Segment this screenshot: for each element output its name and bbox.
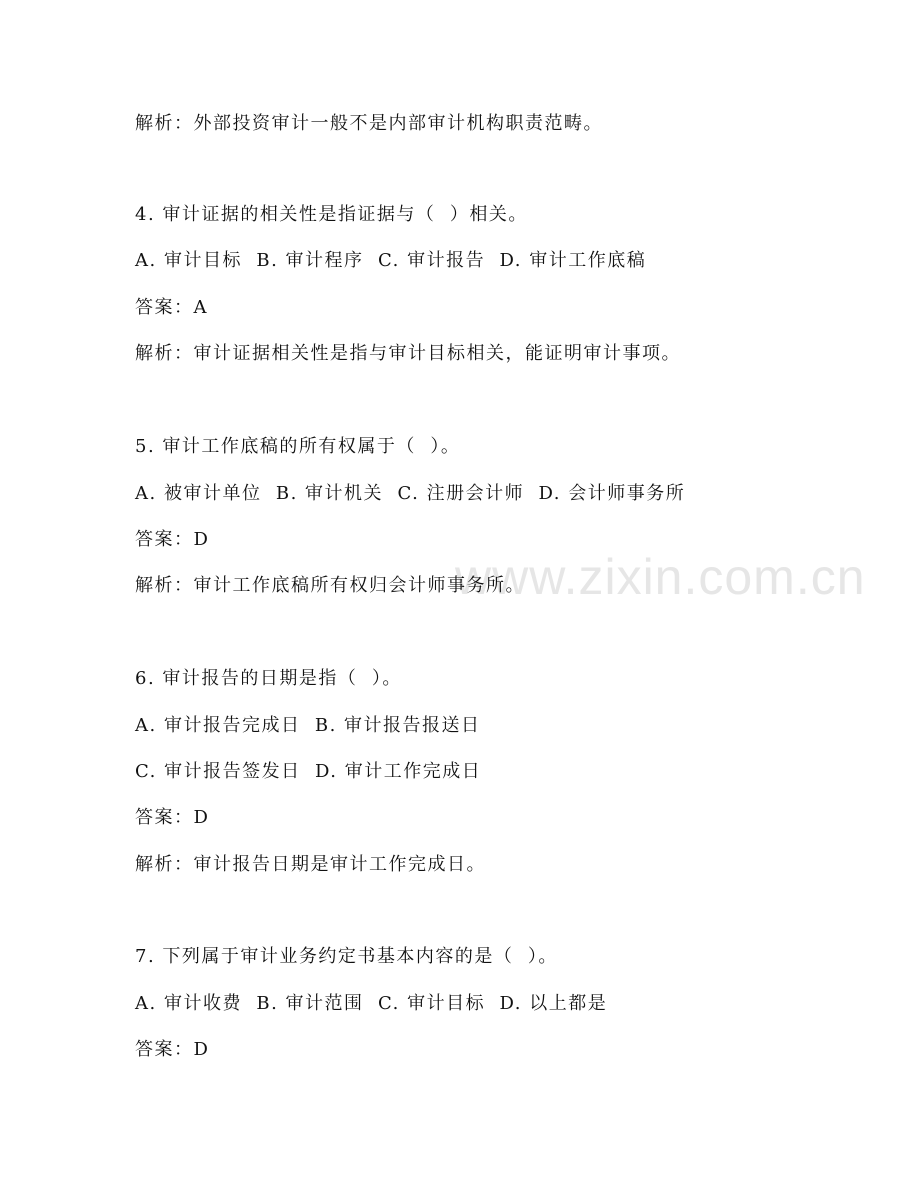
question-4: 4. 审计证据的相关性是指证据与（ ）相关。 <box>135 204 528 225</box>
explanation-q5: 解析：审计工作底稿所有权归会计师事务所。 <box>135 575 525 596</box>
options-q6-cd: C. 审计报告签发日 D. 审计工作完成日 <box>135 761 482 782</box>
answer-q4: 答案：A <box>135 297 208 318</box>
question-6: 6. 审计报告的日期是指（ ）。 <box>135 668 402 689</box>
explanation-q4: 解析：审计证据相关性是指与审计目标相关，能证明审计事项。 <box>135 343 681 364</box>
question-5: 5. 审计工作底稿的所有权属于（ ）。 <box>135 436 461 457</box>
options-q4: A. 审计目标 B. 审计程序 C. 审计报告 D. 审计工作底稿 <box>135 250 647 271</box>
options-q6-ab: A. 审计报告完成日 B. 审计报告报送日 <box>135 715 481 736</box>
explanation-q6: 解析：审计报告日期是审计工作完成日。 <box>135 854 486 875</box>
watermark: www.zixin.com.cn <box>455 549 866 605</box>
options-q5: A. 被审计单位 B. 审计机关 C. 注册会计师 D. 会计师事务所 <box>135 483 686 504</box>
answer-q5: 答案：D <box>135 529 210 550</box>
explanation-q3: 解析：外部投资审计一般不是内部审计机构职责范畴。 <box>135 113 603 134</box>
answer-q7: 答案：D <box>135 1039 210 1060</box>
question-7: 7. 下列属于审计业务约定书基本内容的是（ ）。 <box>135 946 558 967</box>
answer-q6: 答案：D <box>135 807 210 828</box>
options-q7: A. 审计收费 B. 审计范围 C. 审计目标 D. 以上都是 <box>135 993 608 1014</box>
